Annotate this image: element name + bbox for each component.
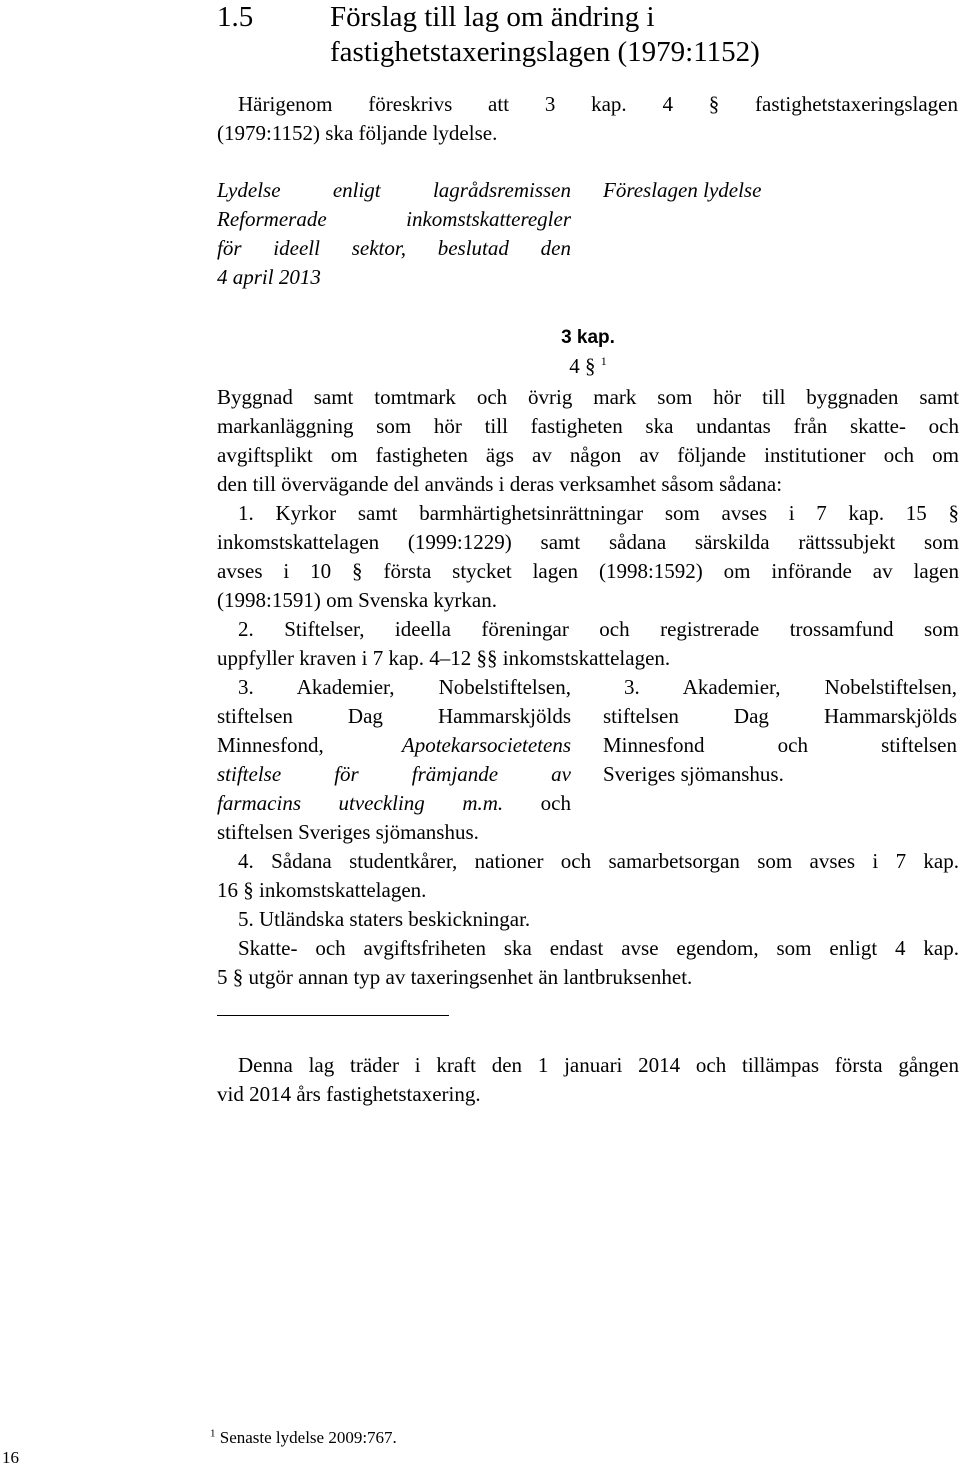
footnote xyxy=(210,1427,397,1449)
list-item-3-proposed: 3. Akademier, Nobelstiftelsen, stiftelsen Dag Hammarskjölds Minnesfond och stiftelsen Sveriges sjömanshus. xyxy=(603,675,957,786)
heading-number: 1.5 xyxy=(217,1,254,33)
section-number: 4 § $^1$ xyxy=(569,354,607,378)
heading-title-line-1: Förslag till lag om ändring i xyxy=(330,1,655,33)
heading-title xyxy=(330,0,950,70)
footnote-text: Senaste lydelse 2009:767. xyxy=(219,1428,397,1447)
body-paragraph-1: Byggnad samt tomtmark och övrig mark som hör till byggnaden samt markanläggning som hör till fastigheten ska undantas från skatte- och avgiftsplikt om fastigheten ägs av någon av följande institutioner och om den till övervägande del används i deras verksamhet såsom sådana: xyxy=(217,385,959,496)
list-item-3-current: 3. Akademier, Nobelstiftelsen, stiftelsen Dag Hammarskjölds Minnesfond, Apotekarsocietetens stiftelse för främjande av farmacins utveckling m.m. och stiftelsen Sveriges sjömanshus. xyxy=(217,675,571,844)
page-number: 16 xyxy=(2,1448,19,1467)
list-item-2: 2. Stiftelser, ideella föreningar och registrerade trossamfund som uppfyller kraven i 7 kap. 4–12 §§ inkomstskattelagen. xyxy=(217,617,959,670)
list-item-5: 5. Utländska staters beskickningar. xyxy=(238,907,531,931)
transition-provision: Denna lag träder i kraft den 1 januari 2014 och tillämpas första gången vid 2014 års fastighetstaxering. xyxy=(217,1053,959,1106)
closing-paragraph: Skatte- och avgiftsfriheten ska endast avse egendom, som enligt 4 kap. 5 § utgör annan typ av taxeringsenhet än lantbruksenhet. xyxy=(217,936,959,989)
separator-rule xyxy=(217,1015,449,1016)
chapter-heading: 3 kap. xyxy=(561,327,615,348)
footnote-reference: 1 xyxy=(600,354,607,368)
heading-title-line-2: fastighetstaxeringslagen (1979:1152) xyxy=(330,36,760,68)
intro-line-2: (1979:1152) ska följande lydelse. xyxy=(217,121,498,145)
right-column-header: Föreslagen lydelse xyxy=(603,178,762,202)
intro-line-1: Härigenom föreskrivs att 3 kap. 4 § fastighetstaxeringslagen xyxy=(238,92,958,116)
left-header-line-2: Reformerade inkomstskatteregler xyxy=(217,207,571,231)
list-item-1: 1. Kyrkor samt barmhärtighetsinrättningar som avses i 7 kap. 15 § inkomstskattelagen (1999:1229) samt sådana särskilda rättssubjekt som avses i 10 § första stycket lagen (1998:1592) om införande av lagen (1998:1591) om Svenska kyrkan. xyxy=(217,501,959,612)
left-header-line-4: 4 april 2013 xyxy=(217,265,321,289)
footnote-marker: 1 xyxy=(210,1427,216,1440)
left-header-line-3: för ideell sektor, beslutad den xyxy=(217,236,571,260)
left-header-line-1: Lydelse enligt lagrådsremissen xyxy=(217,178,571,202)
list-item-4: 4. Sådana studentkårer, nationer och samarbetsorgan som avses i 7 kap. 16 § inkomstskattelagen. xyxy=(217,849,959,902)
left-column-header xyxy=(217,176,571,292)
